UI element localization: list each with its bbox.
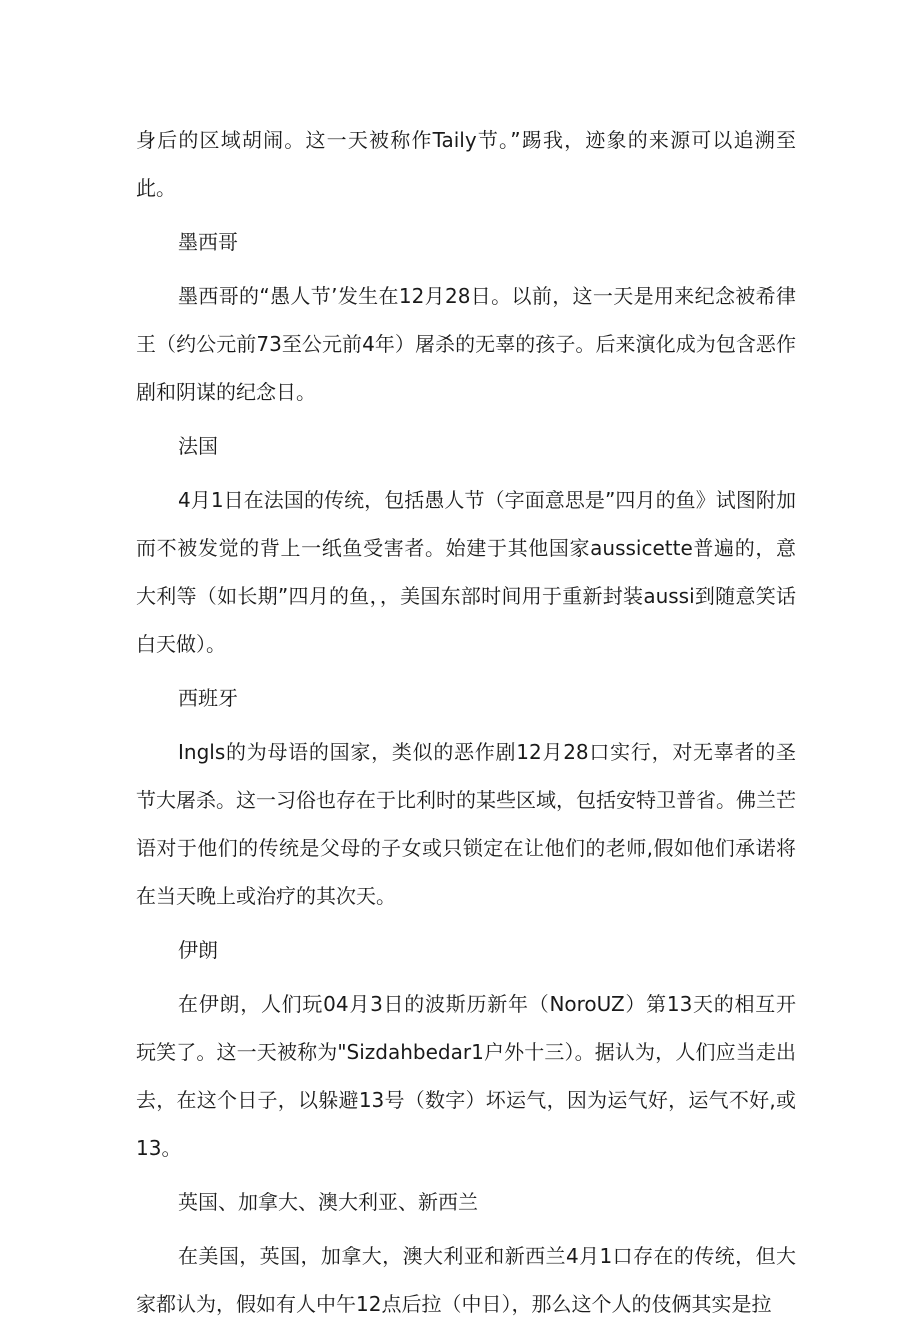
paragraph-iran: 在伊朗，人们玩04月3日的波斯历新年（NoroUZ）第13天的相互开玩笑了。这一天被称为"Sizdahbedar1户外十三）。据认为，人们应当走出去，在这个日子，以躲避13号（数字）坏运气，因为运气好，运气不好,或13。 <box>136 992 796 1160</box>
paragraph-english-speaking: 在美国，英国，加拿大，澳大利亚和新西兰4月1口存在的传统，但大家都认为，假如有人中午12点后拉（中日），那么这个人的伎俩其实是拉 <box>136 1244 796 1316</box>
section-heading-spain: 西班牙 <box>178 686 238 710</box>
document-body <box>136 116 796 1328</box>
section-heading-iran: 伊朗 <box>178 938 218 962</box>
paragraph-continuation: 身后的区域胡闹。这一天被称作Taily节。”踢我，迹象的来源可以追溯至此。 <box>136 128 796 200</box>
section-heading-france: 法国 <box>178 434 218 458</box>
paragraph-france: 4月1日在法国的传统，包括愚人节（字面意思是”四月的鱼》试图附加而不被发觉的背上一纸鱼受害者。始建于其他国家aussicette普遍的，意大利等（如长期”四月的鱼，，美国东部时间用于重新封装aussi到随意笑话白天做）。 <box>136 488 796 656</box>
paragraph-mexico: 墨西哥的“愚人节’发生在12月28日。以前，这一天是用来纪念被希律王（约公元前73至公元前4年）屠杀的无辜的孩子。后来演化成为包含恶作剧和阴谋的纪念日。 <box>136 284 796 404</box>
paragraph-spain: Ingls的为母语的国家，类似的恶作剧12月28口实行，对无辜者的圣节大屠杀。这一习俗也存在于比利时的某些区域，包括安特卫普省。佛兰芒语对于他们的传统是父母的子女或只锁定在让他们的老师,假如他们承诺将在当天晚上或治疗的其次天。 <box>136 740 796 908</box>
section-heading-mexico: 墨西哥 <box>178 230 238 254</box>
section-heading-english-speaking: 英国、加拿大、澳大利亚、新西兰 <box>178 1190 478 1214</box>
